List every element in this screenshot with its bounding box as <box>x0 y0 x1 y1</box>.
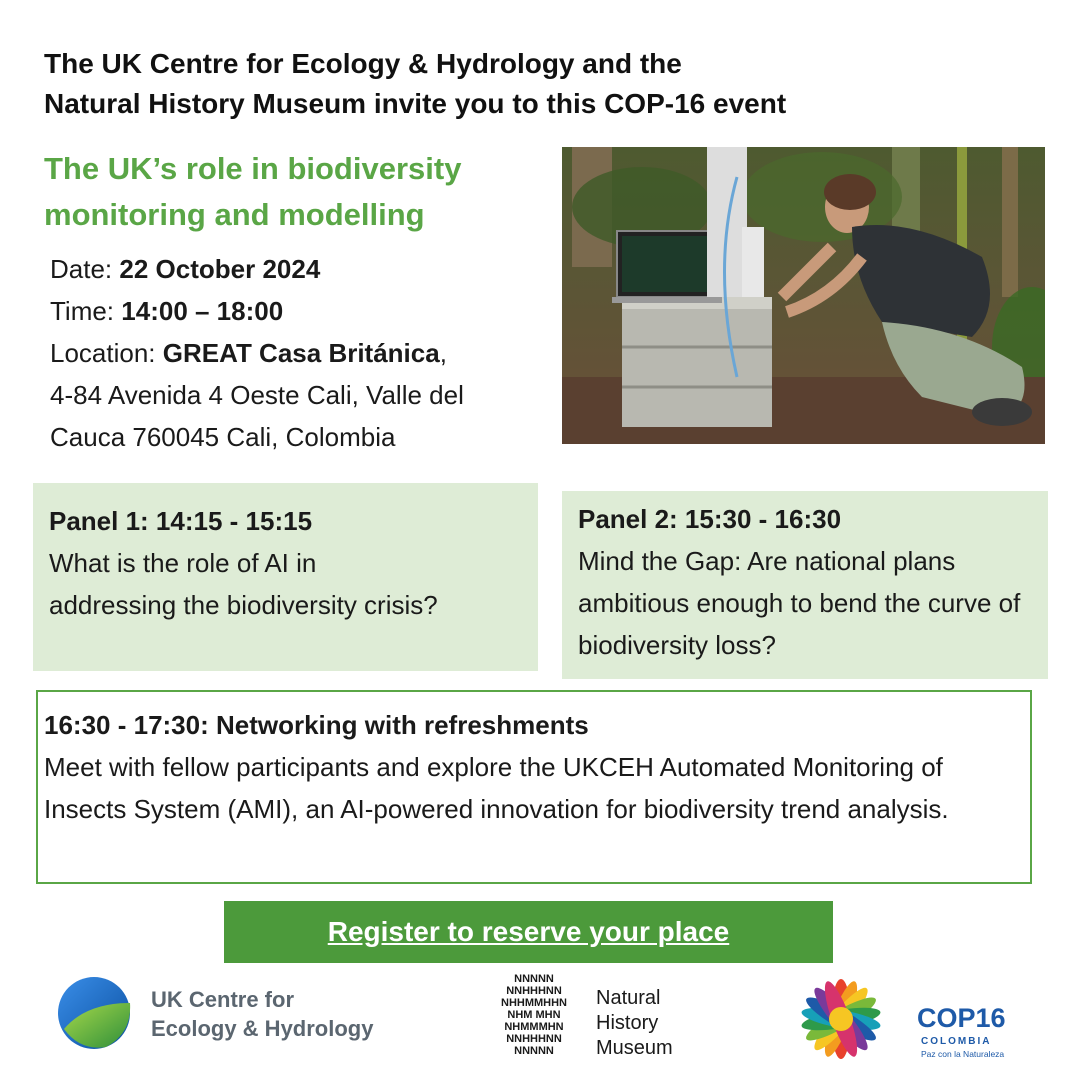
location-row: Location: GREAT Casa Británica, <box>50 338 447 368</box>
field-research-photo <box>562 147 1045 444</box>
location-address-line2: Cauca 760045 Cali, Colombia <box>50 422 396 452</box>
panel-1-title: Panel 1: 14:15 - 15:15 <box>49 506 313 536</box>
time-label: Time: <box>50 296 115 326</box>
svg-text:NNHHHNN: NNHHHNN <box>506 1033 562 1045</box>
invitation-heading <box>44 44 1044 124</box>
ukceh-globe-icon <box>56 973 136 1053</box>
event-details <box>50 248 560 458</box>
date-value: 22 October 2024 <box>119 254 321 284</box>
svg-text:NNHHHNN: NNHHHNN <box>506 985 562 997</box>
event-title <box>44 146 544 238</box>
svg-text:NHM MHN: NHM MHN <box>507 1009 561 1021</box>
svg-text:NHHMMHHN: NHHMMHHN <box>501 997 567 1009</box>
ukceh-wordmark-line2: Ecology & Hydrology <box>151 1016 374 1041</box>
location-name: GREAT Casa Británica <box>162 338 440 368</box>
invitation-heading-line2: Natural History Museum invite you to this COP-16 event <box>44 88 787 119</box>
photo-illustration <box>562 147 1045 444</box>
cop16-logo <box>776 966 1006 1072</box>
cop16-country: COLOMBIA <box>921 1036 992 1047</box>
nhm-emblem-icon <box>484 970 584 1070</box>
cop16-flower-icon <box>776 966 906 1072</box>
register-button[interactable]: Register to reserve your place <box>224 901 833 963</box>
svg-text:NNNNN: NNNNN <box>514 973 554 985</box>
ukceh-wordmark <box>151 985 373 1043</box>
event-title-line2: monitoring and modelling <box>44 197 425 232</box>
panel-1-description: What is the role of AI in addressing the biodiversity crisis? <box>49 548 438 620</box>
time-row <box>50 290 560 332</box>
nhm-wordmark: Natural History Museum <box>596 987 673 1059</box>
event-title-line1: The UK’s role in biodiversity <box>44 151 462 186</box>
time-value: 14:00 – 18:00 <box>121 296 284 326</box>
date-row <box>50 248 560 290</box>
invitation-heading-line1: The UK Centre for Ecology & Hydrology and the <box>44 48 682 79</box>
ukceh-logo <box>56 973 396 1053</box>
date-label: Date: <box>50 254 113 284</box>
location-label: Location: <box>50 338 156 368</box>
panel-2-card <box>562 491 1048 679</box>
location-address-line1: 4-84 Avenida 4 Oeste Cali, Valle del <box>50 380 464 410</box>
ukceh-wordmark-line1: UK Centre for <box>151 987 295 1012</box>
svg-text:NNNNN: NNNNN <box>514 1045 554 1057</box>
svg-text:NHMMMHN: NHMMMHN <box>504 1021 564 1033</box>
networking-description: Meet with fellow participants and explore the UKCEH Automated Monitoring of Insects System (AMI), an AI-powered innovation for biodiversity trend analysis. <box>44 752 949 824</box>
networking-title: 16:30 - 17:30: Networking with refreshments <box>44 710 589 740</box>
panel-2-description: Mind the Gap: Are national plans ambitious enough to bend the curve of biodiversity loss? <box>578 546 1021 660</box>
panel-1-card <box>33 483 538 671</box>
networking-card <box>36 690 1032 884</box>
nhm-logo <box>484 970 694 1070</box>
cop16-tagline: Paz con la Naturaleza <box>921 1049 1005 1059</box>
cop16-wordmark: COP16 <box>917 1003 1006 1033</box>
panel-2-title: Panel 2: 15:30 - 16:30 <box>578 504 842 534</box>
